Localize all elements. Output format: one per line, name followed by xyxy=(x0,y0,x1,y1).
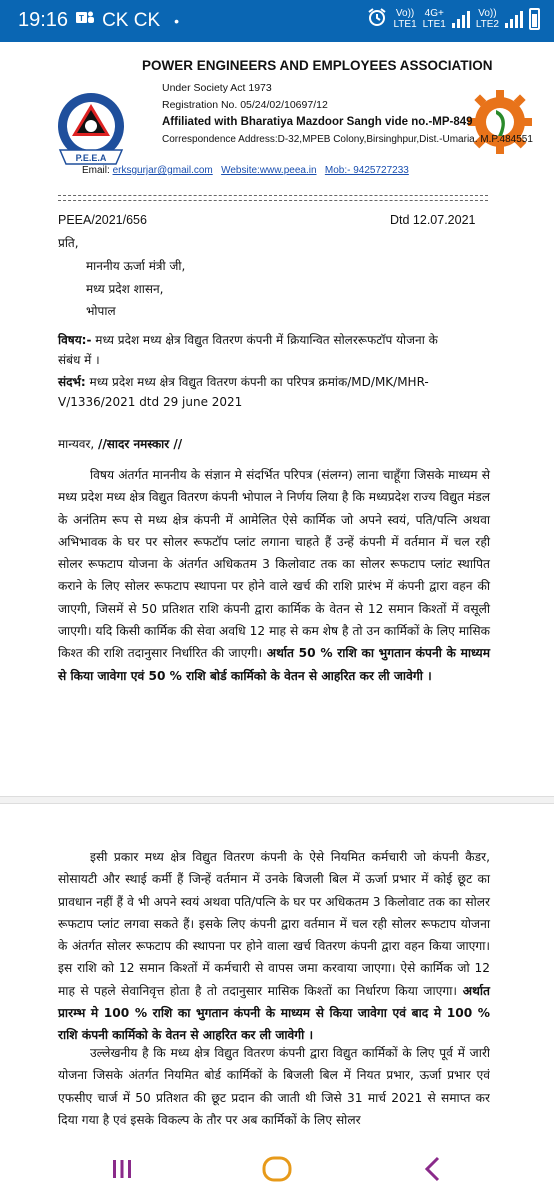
org-name: POWER ENGINEERS AND EMPLOYEES ASSOCIATION xyxy=(142,58,493,73)
association-logo xyxy=(52,88,130,174)
mobile-number[interactable]: Mob:- 9425727233 xyxy=(324,165,409,176)
sim2-indicator: Vo)) LTE2 xyxy=(475,7,499,30)
recipient-line-3: भोपाल xyxy=(86,304,116,318)
divider xyxy=(58,195,488,196)
status-bar xyxy=(0,0,554,42)
back-icon xyxy=(421,1155,443,1183)
paragraph-1: विषय अंतर्गत माननीय के संज्ञान मे संदर्भित परिपत्र (संलग्न) लाना चाहूँगा जिसके माध्यम से मध्य प्रदेश मध्य क्षेत्र विद्युत वितरण कंपनी भोपाल ने निर्णय लिया है कि मध्यप्रदेश राज्य विद्युत मंडल के अनंतिम रूप से मध्य क्षेत्र कंपनी में आमेलित ऐसे कार्मिक जो अपने स्वयं, पति/पत्नि अथवा अभिभावक के घर पर सोलर रूफटॉप प्लांट लगाना चाहते हैं उन्हें कंपनी में वर्तमान में चल रही सोलर रूफटाप योजना के अंतर्गत अधिकतम 3 किलोवाट तक का सोलर रूफटाप प्लांट स्थापित कराने के लिए सोलर रूफटाप स्थापना पर होने वाले खर्च की राशि प्रारंभ में कंपनी द्वारा वहन की जाएगी, जिसमें से 50 प्रतिशत राशि कंपनी द्वारा कार्मिक के वेतन से 12 समान किश्तों में वसूली जाएगी। यदि किसी कार्मिक की सेवा अवधि 12 माह से कम शेष है तो उन कार्मिकों के लिए मासिक किश्त की राशि तदानुसार निर्धारित की जाएगी। अर्थात 50 % राशि का भुगतान कंपनी के माध्यम से किया जावेगा एवं 50 % राशि बोर्ड कार्मिको के वेतन से आहरित कर ली जावेगी । xyxy=(58,468,490,683)
recents-button[interactable] xyxy=(92,1148,152,1190)
clock: 19:16 xyxy=(18,9,69,31)
divider xyxy=(58,200,488,201)
recipient-line-2: मध्य प्रदेश शासन, xyxy=(86,282,164,296)
battery-icon xyxy=(529,8,540,30)
teams-icon xyxy=(76,10,94,32)
signal-icon xyxy=(452,10,470,28)
contact-line: Email: erksgurjar@gmail.com Website:www.peea.in Mob:- 9425727233 xyxy=(82,165,409,176)
letter-date: Dtd 12.07.2021 xyxy=(390,213,476,227)
page-separator xyxy=(0,796,554,804)
affiliation: Affiliated with Bharatiya Mazdoor Sangh vide no.-MP-849 xyxy=(162,116,473,128)
address: Correspondence Address:D-32,MPEB Colony,Birsinghpur,Dist.-Umaria. M.P.484551 xyxy=(162,134,533,145)
society-act: Under Society Act 1973 xyxy=(162,82,272,94)
signal-icon xyxy=(505,10,523,28)
subject: विषय:- मध्य प्रदेश मध्य क्षेत्र विद्युत वितरण कंपनी में क्रियान्वित सोलररूफटॉप योजना के संबंध में । xyxy=(58,333,438,367)
back-button[interactable] xyxy=(402,1148,462,1190)
svg-text:T: T xyxy=(79,13,85,23)
home-icon xyxy=(261,1155,293,1183)
prati: प्रति, xyxy=(58,236,79,250)
paragraph-2: इसी प्रकार मध्य क्षेत्र विद्युत वितरण कंपनी के ऐसे नियमित कर्मचारी जो कंपनी कैडर, सोसायटी और स्थाई कर्मी हैं जिन्हें वर्तमान में उनके बिजली बिल में ऊर्जा प्रभार में कोई छूट का प्रावधान नहीं हैं वे भी अपने स्वयं अथवा पति/पत्नि के घर पर अधिकतम 3 किलोवाट तक का सोलर रूफटाप प्लांट लगवा सकते हैं। इसके लिए कंपनी द्वारा वर्तमान में चल रही सोलर रूफटाप योजना के अंतर्गत सोलर रूफटाप की स्थापना पर होने वाला खर्च वितरण कंपनी द्वारा वहन किया जाएगा। इस राशि को 12 समान किश्तों में कर्मचारी से वापस जमा करवाया जाएगा। ऐसे कार्मिक जो 12 माह से पहले सेवानिवृत्त होता है तो तदानुसार मासिक किश्तों का निर्धारण किया जाएगा। अर्थात प्रारम्भ मे 100 % राशि का भुगतान कंपनी के माध्यम से किया जावेगा एवं बाद मे 100 % राशि कंपनी कार्मिको के वेतन से आहरित कर ली जावेगी । xyxy=(58,850,490,1043)
svg-text:P.E.E.A: P.E.E.A xyxy=(75,153,107,163)
bms-logo xyxy=(466,86,534,160)
recents-icon xyxy=(109,1156,135,1182)
sim1-indicator: Vo)) LTE1 xyxy=(393,7,417,30)
reference: संदर्भ: मध्य प्रदेश मध्य क्षेत्र विद्युत वितरण कंपनी का परिपत्र क्रमांक/MD/MK/MHR- V/1336/2021 dtd 29 june 2021 xyxy=(58,375,429,409)
registration-number: Registration No. 05/24/02/10697/12 xyxy=(162,99,328,111)
alarm-icon xyxy=(367,7,387,30)
navigation-bar xyxy=(0,1138,554,1200)
letter-ref: PEEA/2021/656 xyxy=(58,213,147,227)
carrier-text: CK CK xyxy=(102,9,161,31)
email-link[interactable]: erksgurjar@gmail.com xyxy=(112,165,213,176)
network-indicator: 4G+ LTE1 xyxy=(422,7,446,30)
notification-dot: • xyxy=(174,12,180,29)
paragraph-3: उल्लेखनीय है कि मध्य क्षेत्र विद्युत वितरण कंपनी द्वारा विद्युत कार्मिकों के लिए पूर्व में जारी योजना जिसके अंतर्गत नियमित बोर्ड कार्मिकों के बिजली बिल में नियत प्रभार, ऊर्जा प्रभार एवं एफसीए चार्ज में 50 प्रतिशत की छूट प्रदान की जाती थी जिसे 31 मार्च 2021 से समाप्त कर दिया गया है एवं इसके विकल्प के तौर पर अब कार्मिकों के लिए सोलर xyxy=(58,1046,490,1127)
salutation: मान्यवर, //सादर नमस्कार // xyxy=(58,437,183,451)
recipient-line-1: माननीय ऊर्जा मंत्री जी, xyxy=(86,259,186,273)
website-link[interactable]: Website:www.peea.in xyxy=(221,165,317,176)
home-button[interactable] xyxy=(247,1148,307,1190)
